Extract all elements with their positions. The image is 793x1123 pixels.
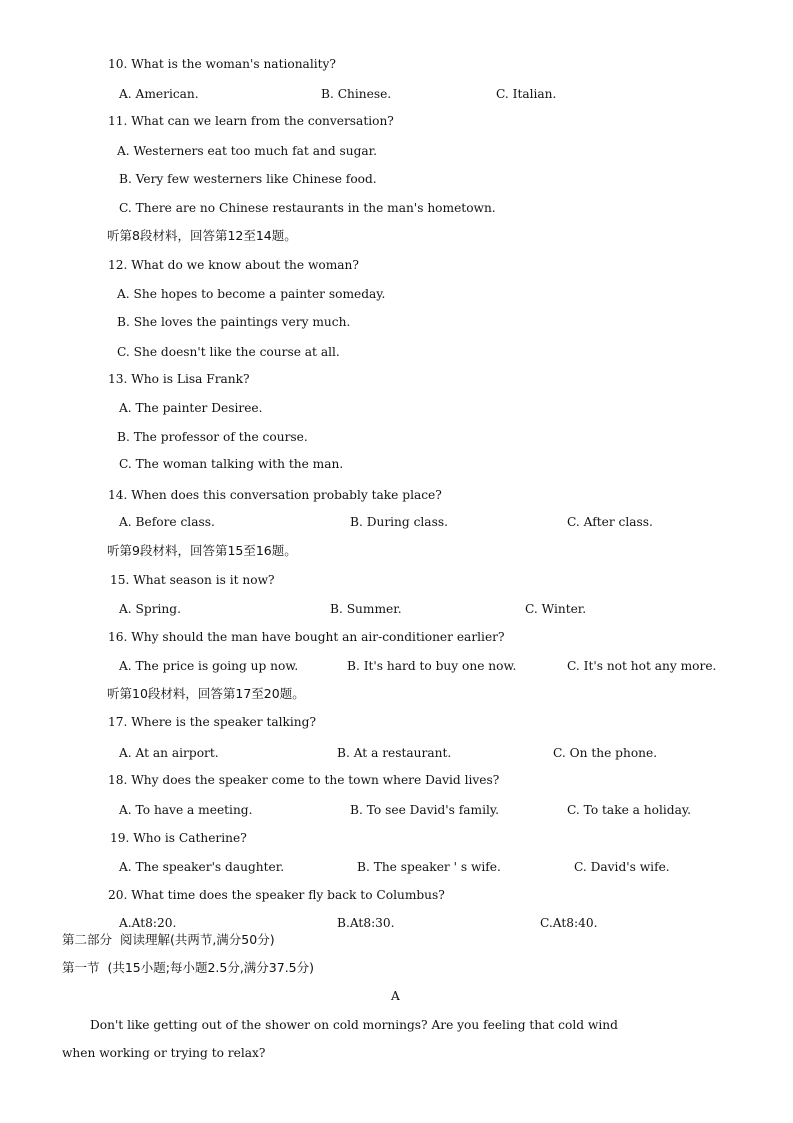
section-8-instruction: 听第8段材料，回答第12至14题。 bbox=[107, 228, 297, 243]
section-10-instruction: 听第10段材料，回答第17至20题。 bbox=[107, 686, 305, 701]
question-17-option-b: B. At a restaurant. bbox=[337, 746, 452, 760]
question-13-stem: 13. Who is Lisa Frank? bbox=[108, 372, 250, 386]
question-15-option-a: A. Spring. bbox=[119, 602, 181, 616]
question-14-stem: 14. When does this conversation probably take place? bbox=[108, 488, 442, 502]
question-18-option-b: B. To see David's family. bbox=[350, 803, 500, 817]
question-13-option-a: A. The painter Desiree. bbox=[119, 401, 263, 415]
question-18-stem: 18. Why does the speaker come to the town where David lives? bbox=[108, 773, 500, 787]
section-9-instruction: 听第9段材料，回答第15至16题。 bbox=[107, 543, 297, 558]
question-15-stem: 15. What season is it now? bbox=[110, 573, 275, 587]
part-2-heading: 第二部分 阅读理解(共两节,满分50分) bbox=[62, 932, 275, 947]
question-16-option-c: C. It's not hot any more. bbox=[567, 659, 717, 673]
question-10-option-b: B. Chinese. bbox=[321, 87, 392, 101]
passage-label: A bbox=[391, 989, 400, 1003]
question-16-option-a: A. The price is going up now. bbox=[119, 659, 299, 673]
question-13-option-b: B. The professor of the course. bbox=[117, 430, 308, 444]
question-19-option-c: C. David's wife. bbox=[574, 860, 670, 874]
question-13-option-c: C. The woman talking with the man. bbox=[119, 457, 344, 471]
question-20-option-c: C.At8:40. bbox=[540, 916, 598, 930]
question-12-option-b: B. She loves the paintings very much. bbox=[117, 315, 351, 329]
section-1-heading: 第一节 (共15小题;每小题2.5分,满分37.5分) bbox=[62, 960, 315, 975]
question-11-option-b: B. Very few westerners like Chinese food. bbox=[119, 172, 377, 186]
question-19-option-a: A. The speaker's daughter. bbox=[119, 860, 285, 874]
question-20-option-b: B.At8:30. bbox=[337, 916, 395, 930]
question-10-option-c: C. Italian. bbox=[496, 87, 557, 101]
question-11-option-c: C. There are no Chinese restaurants in the man's hometown. bbox=[119, 201, 496, 215]
question-20-option-a: A.At8:20. bbox=[119, 916, 177, 930]
question-14-option-c: C. After class. bbox=[567, 515, 653, 529]
question-10-stem: 10. What is the woman's nationality? bbox=[108, 57, 336, 71]
question-15-option-b: B. Summer. bbox=[330, 602, 402, 616]
question-19-option-b: B. The speaker ' s wife. bbox=[357, 860, 501, 874]
question-20-stem: 20. What time does the speaker fly back to Columbus? bbox=[108, 888, 445, 902]
passage-text-line-2: when working or trying to relax? bbox=[62, 1046, 266, 1060]
question-16-option-b: B. It's hard to buy one now. bbox=[347, 659, 517, 673]
question-19-stem: 19. Who is Catherine? bbox=[110, 831, 247, 845]
question-18-option-a: A. To have a meeting. bbox=[119, 803, 253, 817]
question-14-option-a: A. Before class. bbox=[119, 515, 215, 529]
question-17-stem: 17. Where is the speaker talking? bbox=[108, 715, 316, 729]
question-17-option-a: A. At an airport. bbox=[119, 746, 219, 760]
question-11-option-a: A. Westerners eat too much fat and sugar. bbox=[117, 144, 378, 158]
question-17-option-c: C. On the phone. bbox=[553, 746, 658, 760]
question-18-option-c: C. To take a holiday. bbox=[567, 803, 691, 817]
question-12-option-c: C. She doesn't like the course at all. bbox=[117, 345, 340, 359]
passage-text-line-1: Don't like getting out of the shower on cold mornings? Are you feeling that cold wind bbox=[90, 1018, 618, 1032]
question-14-option-b: B. During class. bbox=[350, 515, 448, 529]
question-10-option-a: A. American. bbox=[119, 87, 199, 101]
question-16-stem: 16. Why should the man have bought an air-conditioner earlier? bbox=[108, 630, 505, 644]
question-11-stem: 11. What can we learn from the conversation? bbox=[108, 114, 394, 128]
question-15-option-c: C. Winter. bbox=[525, 602, 587, 616]
question-12-option-a: A. She hopes to become a painter someday. bbox=[117, 287, 386, 301]
question-12-stem: 12. What do we know about the woman? bbox=[108, 258, 359, 272]
